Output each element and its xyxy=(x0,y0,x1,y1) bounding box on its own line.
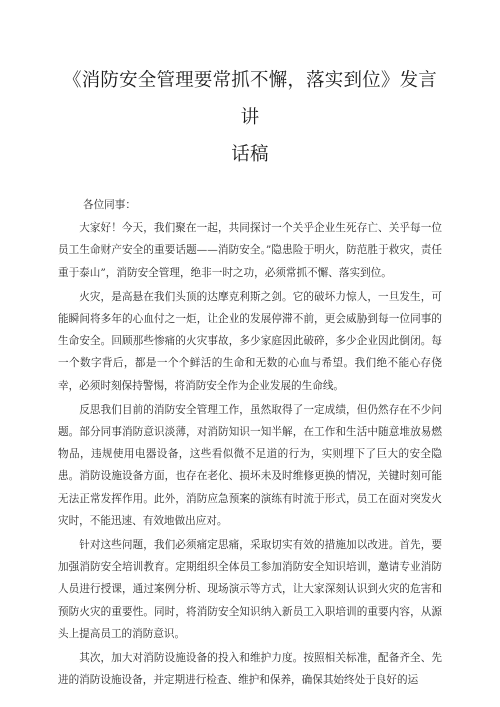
paragraph-equipment: 其次，加大对消防设施设备的投入和维护力度。按照相关标准，配备齐全、先进的消防设施设备，并定期进行检查、维护和保养，确保其始终处于良好的运 xyxy=(58,652,442,687)
title-line-1: 《消防安全管理要常抓不懈，落实到位》发言讲 xyxy=(62,70,437,128)
paragraph-opening: 大家好！今天，我们聚在一起，共同探讨一个关乎企业生死存亡、关乎每一位员工生命财产安全的重要话题——消防安全。”隐患险于明火，防范胜于救灾，责任重于泰山”，消防安全管理，绝非一时之功，必须常抓不懈、落实到位。 xyxy=(58,222,442,279)
salutation: 各位同事： xyxy=(83,199,136,211)
paragraph-fire-danger: 火灾，是高悬在我们头顶的达摩克利斯之剑。它的破坏力惊人，一旦发生，可能瞬间将多年的心血付之一炬，让企业的发展停滞不前，更会威胁到每一位同事的生命安全。回顾那些惨痛的火灾事故，多少家庭因此破碎，多少企业因此倒闭。每一个数字背后，都是一个个鲜活的生命和无数的心血与希望。我们绝不能心存侥幸，必须时刻保持警惕，将消防安全作为企业发展的生命线。 xyxy=(58,290,442,392)
document-body xyxy=(58,194,442,691)
paragraph-reflection: 反思我们目前的消防安全管理工作，虽然取得了一定成绩，但仍然存在不少问题。部分同事消防意识淡薄，对消防知识一知半解，在工作和生活中随意堆放易燃物品，违规使用电器设备，这些看似微不足道的行为，实则埋下了巨大的安全隐患。消防设施设备方面，也存在老化、损坏未及时维修更换的情况，关键时刻可能无法正常发挥作用。此外，消防应急预案的演练有时流于形式，员工在面对突发火灾时，不能迅速、有效地做出应对。 xyxy=(58,403,442,527)
paragraph-training: 针对这些问题，我们必须痛定思痛，采取切实有效的措施加以改进。首先，要加强消防安全培训教育。定期组织全体员工参加消防安全知识培训，邀请专业消防人员进行授课，通过案例分析、现场演示等方式，让大家深刻认识到火灾的危害和预防火灾的重要性。同时，将消防安全知识纳入新员工入职培训的重要内容，从源头上提高员工的消防意识。 xyxy=(58,539,442,640)
document-title xyxy=(58,0,442,173)
title-line-2: 话稿 xyxy=(231,144,269,165)
